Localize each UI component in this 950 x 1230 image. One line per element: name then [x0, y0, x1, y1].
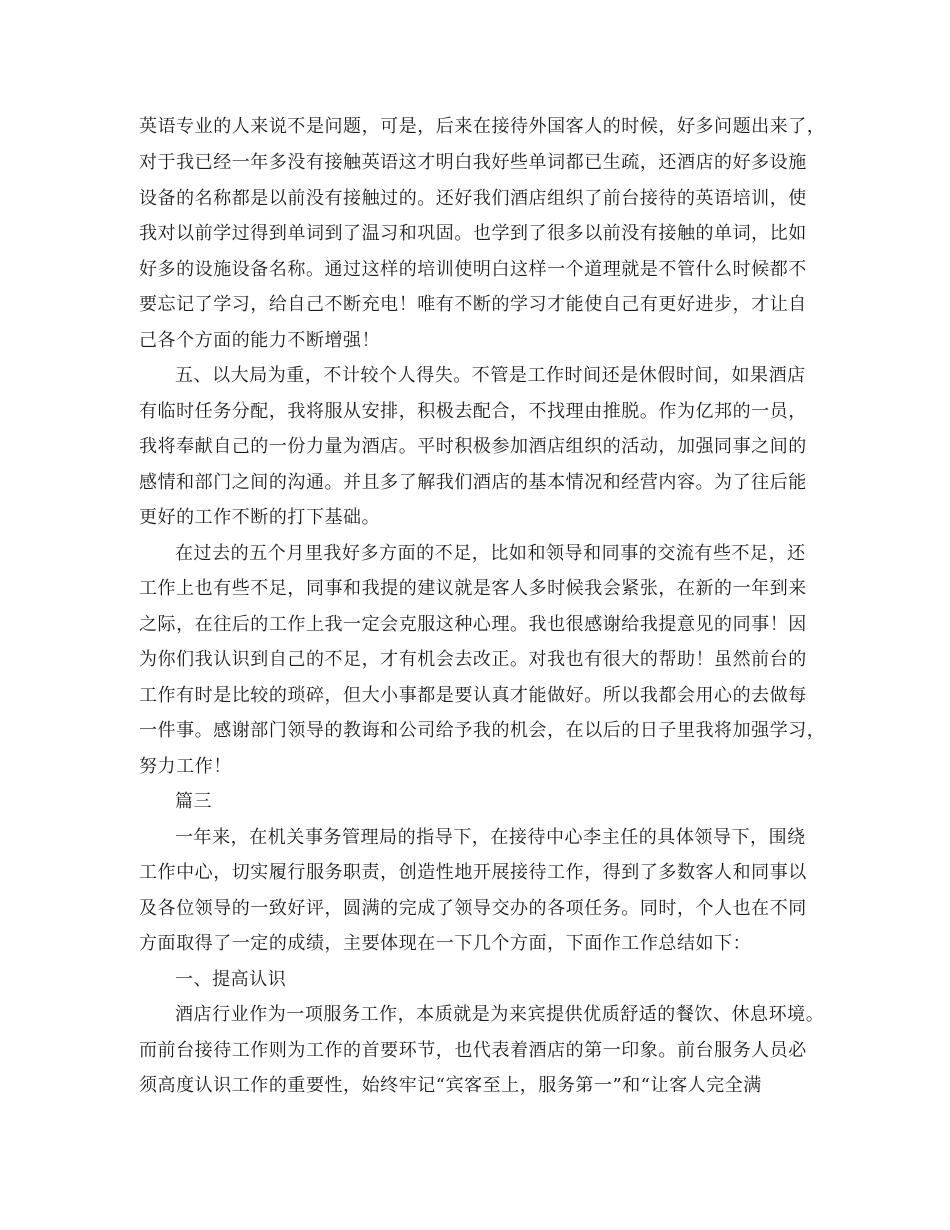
text-line: 之际，在往后的工作上我一定会克服这种心理。我也很感谢给我提意见的同事！因 — [139, 614, 807, 635]
text-line: 感情和部门之间的沟通。并且多了解我们酒店的基本情况和经营内容。为了往后能 — [139, 472, 807, 493]
section-heading: 篇三 — [175, 791, 213, 812]
text-line: 一件事。感谢部门领导的教诲和公司给予我的机会，在以后的日子里我将加强学习， — [139, 720, 826, 741]
text-line: 酒店行业作为一项服务工作，本质就是为来宾提供优质舒适的餐饮、休息环境。 — [175, 1004, 825, 1025]
text-line: 而前台接待工作则为工作的首要环节，也代表着酒店的第一印象。前台服务人员必 — [139, 1040, 807, 1061]
text-line: 设备的名称都是以前没有接触过的。还好我们酒店组织了前台接待的英语培训，使 — [139, 188, 807, 209]
text-line: 五、以大局为重，不计较个人得失。不管是工作时间还是休假时间，如果酒店 — [175, 365, 806, 386]
text-line: 好多的设施设备名称。通过这样的培训使明白这样一个道理就是不管什么时候都不 — [139, 259, 807, 280]
text-line: 英语专业的人来说不是问题，可是，后来在接待外国客人的时候，好多问题出来了， — [139, 116, 826, 137]
text-line: 须高度认识工作的重要性，始终牢记“宾客至上，服务第一”和“让客人完全满 — [139, 1075, 762, 1096]
text-line: 一年来，在机关事务管理局的指导下，在接待中心李主任的具体领导下，围绕 — [175, 827, 806, 848]
text-line: 努力工作！ — [139, 756, 232, 777]
text-line: 要忘记了学习，给自己不断充电！唯有不断的学习才能使自己有更好进步，才让自 — [139, 294, 807, 315]
text-line: 为你们我认识到自己的不足，才有机会去改正。对我也有很大的帮助！虽然前台的 — [139, 649, 807, 670]
section-heading: 一、提高认识 — [175, 969, 287, 990]
text-line: 我对以前学过得到单词到了温习和巩固。也学到了很多以前没有接触的单词，比如 — [139, 223, 807, 244]
text-line: 更好的工作不断的打下基础。 — [139, 507, 381, 528]
text-line: 方面取得了一定的成绩，主要体现在一下几个方面，下面作工作总结如下： — [139, 933, 752, 954]
text-line: 及各位领导的一致好评，圆满的完成了领导交办的各项任务。同时，个人也在不同 — [139, 898, 807, 919]
text-line: 我将奉献自己的一份力量为酒店。平时积极参加酒店组织的活动，加强同事之间的 — [139, 436, 807, 457]
text-line: 工作有时是比较的琐碎，但大小事都是要认真才能做好。所以我都会用心的去做每 — [139, 685, 807, 706]
text-line: 工作上也有些不足，同事和我提的建议就是客人多时候我会紧张，在新的一年到来 — [139, 578, 807, 599]
text-line: 有临时任务分配，我将服从安排，积极去配合，不找理由推脱。作为亿邦的一员， — [139, 401, 807, 422]
text-line: 在过去的五个月里我好多方面的不足，比如和领导和同事的交流有些不足，还 — [175, 543, 806, 564]
text-line: 对于我已经一年多没有接触英语这才明白我好些单词都已生疏，还酒店的好多设施 — [139, 152, 807, 173]
text-line: 己各个方面的能力不断增强！ — [139, 330, 381, 351]
text-line: 工作中心，切实履行服务职责，创造性地开展接待工作，得到了多数客人和同事以 — [139, 862, 807, 883]
